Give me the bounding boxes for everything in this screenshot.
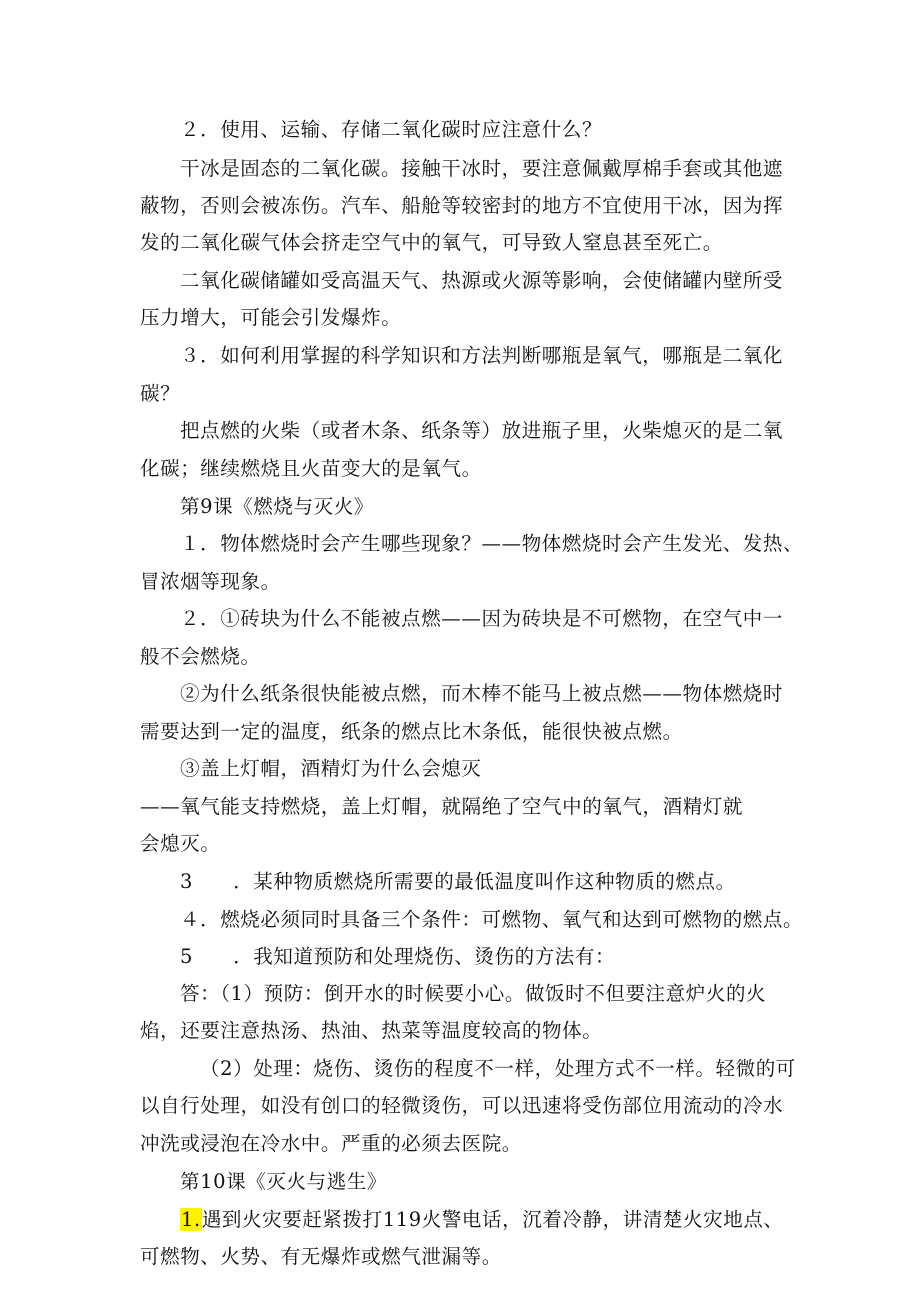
paragraph-line: ②为什么纸条很快能被点燃，而木棒不能马上被点燃——物体燃烧时 (180, 682, 784, 705)
paragraph-line: 压力增大，可能会引发爆炸。 (140, 306, 402, 329)
paragraph-line: 干冰是固态的二氧化碳。接触干冰时，要注意佩戴厚棉手套或其他遮 (180, 157, 784, 180)
paragraph-line: １．物体燃烧时会产生哪些现象？——物体燃烧时会产生发光、发热、 (180, 532, 804, 555)
paragraph-line: ——氧气能支持燃烧，盖上灯帽，就隔绝了空气中的氧气，酒精灯就 (140, 795, 744, 818)
question-3-heading: ３．如何利用掌握的科学知识和方法判断哪瓶是氧气，哪瓶是二氧化 (180, 344, 784, 367)
paragraph-line: 蔽物，否则会被冻伤。汽车、船舱等较密封的地方不宜使用干冰，因为挥 (140, 194, 784, 217)
paragraph-line: 以自行处理，如没有创口的轻微烫伤，可以迅速将受伤部位用流动的冷水 (140, 1094, 784, 1117)
paragraph-line: ③盖上灯帽，酒精灯为什么会熄灭 (180, 757, 482, 780)
lesson-9-title: 第9课《燃烧与灭火》 (180, 495, 374, 518)
paragraph-line: 碳？ (140, 382, 181, 405)
paragraph-line: 般不会燃烧。 (140, 645, 261, 668)
paragraph-line: 会熄灭。 (140, 832, 221, 855)
paragraph-line: 答：（1）预防：倒开水的时候要小心。做饭时不但要注意炉火的火 (180, 982, 767, 1005)
paragraph-line: 把点燃的火柴（或者木条、纸条等）放进瓶子里，火柴熄灭的是二氧 (180, 419, 784, 442)
paragraph-line: 5 ．我知道预防和处理烧伤、烫伤的方法有： (180, 945, 616, 968)
paragraph-line: 发的二氧化碳气体会挤走空气中的氧气，可导致人窒息甚至死亡。 (140, 231, 723, 254)
paragraph-line: 二氧化碳储罐如受高温天气、热源或火源等影响，会使储罐内壁所受 (180, 269, 784, 292)
paragraph-line: 化碳；继续燃烧且火苗变大的是氧气。 (140, 457, 482, 480)
paragraph-line: ４．燃烧必须同时具备三个条件：可燃物、氧气和达到可燃物的燃点。 (180, 908, 804, 931)
lesson-10-title: 第10课《灭火与逃生》 (180, 1170, 387, 1193)
paragraph-line (180, 1208, 784, 1232)
paragraph-line: （2）处理：烧伤、烫伤的程度不一样，处理方式不一样。轻微的可 (200, 1057, 796, 1080)
highlighted-number: 1. (181, 1208, 201, 1231)
question-2-heading: ２．使用、运输、存储二氧化碳时应注意什么？ (180, 118, 603, 141)
paragraph-text: 遇到火灾要赶紧拨打119火警电话，沉着冷静，讲清楚火灾地点、 (201, 1208, 784, 1231)
paragraph-line: ２．①砖块为什么不能被点燃——因为砖块是不可燃物，在空气中一 (180, 607, 784, 630)
paragraph-line: 焰，还要注意热汤、热油、热菜等温度较高的物体。 (140, 1019, 603, 1042)
paragraph-line: 冒浓烟等现象。 (140, 570, 281, 593)
paragraph-line: 冲洗或浸泡在冷水中。严重的必须去医院。 (140, 1132, 522, 1155)
paragraph-line: 3 ．某种物质燃烧所需要的最低温度叫作这种物质的燃点。 (180, 870, 736, 893)
paragraph-line: 需要达到一定的温度，纸条的燃点比木条低，能很快被点燃。 (140, 720, 683, 743)
paragraph-line: 可燃物、火势、有无爆炸或燃气泄漏等。 (140, 1245, 502, 1268)
